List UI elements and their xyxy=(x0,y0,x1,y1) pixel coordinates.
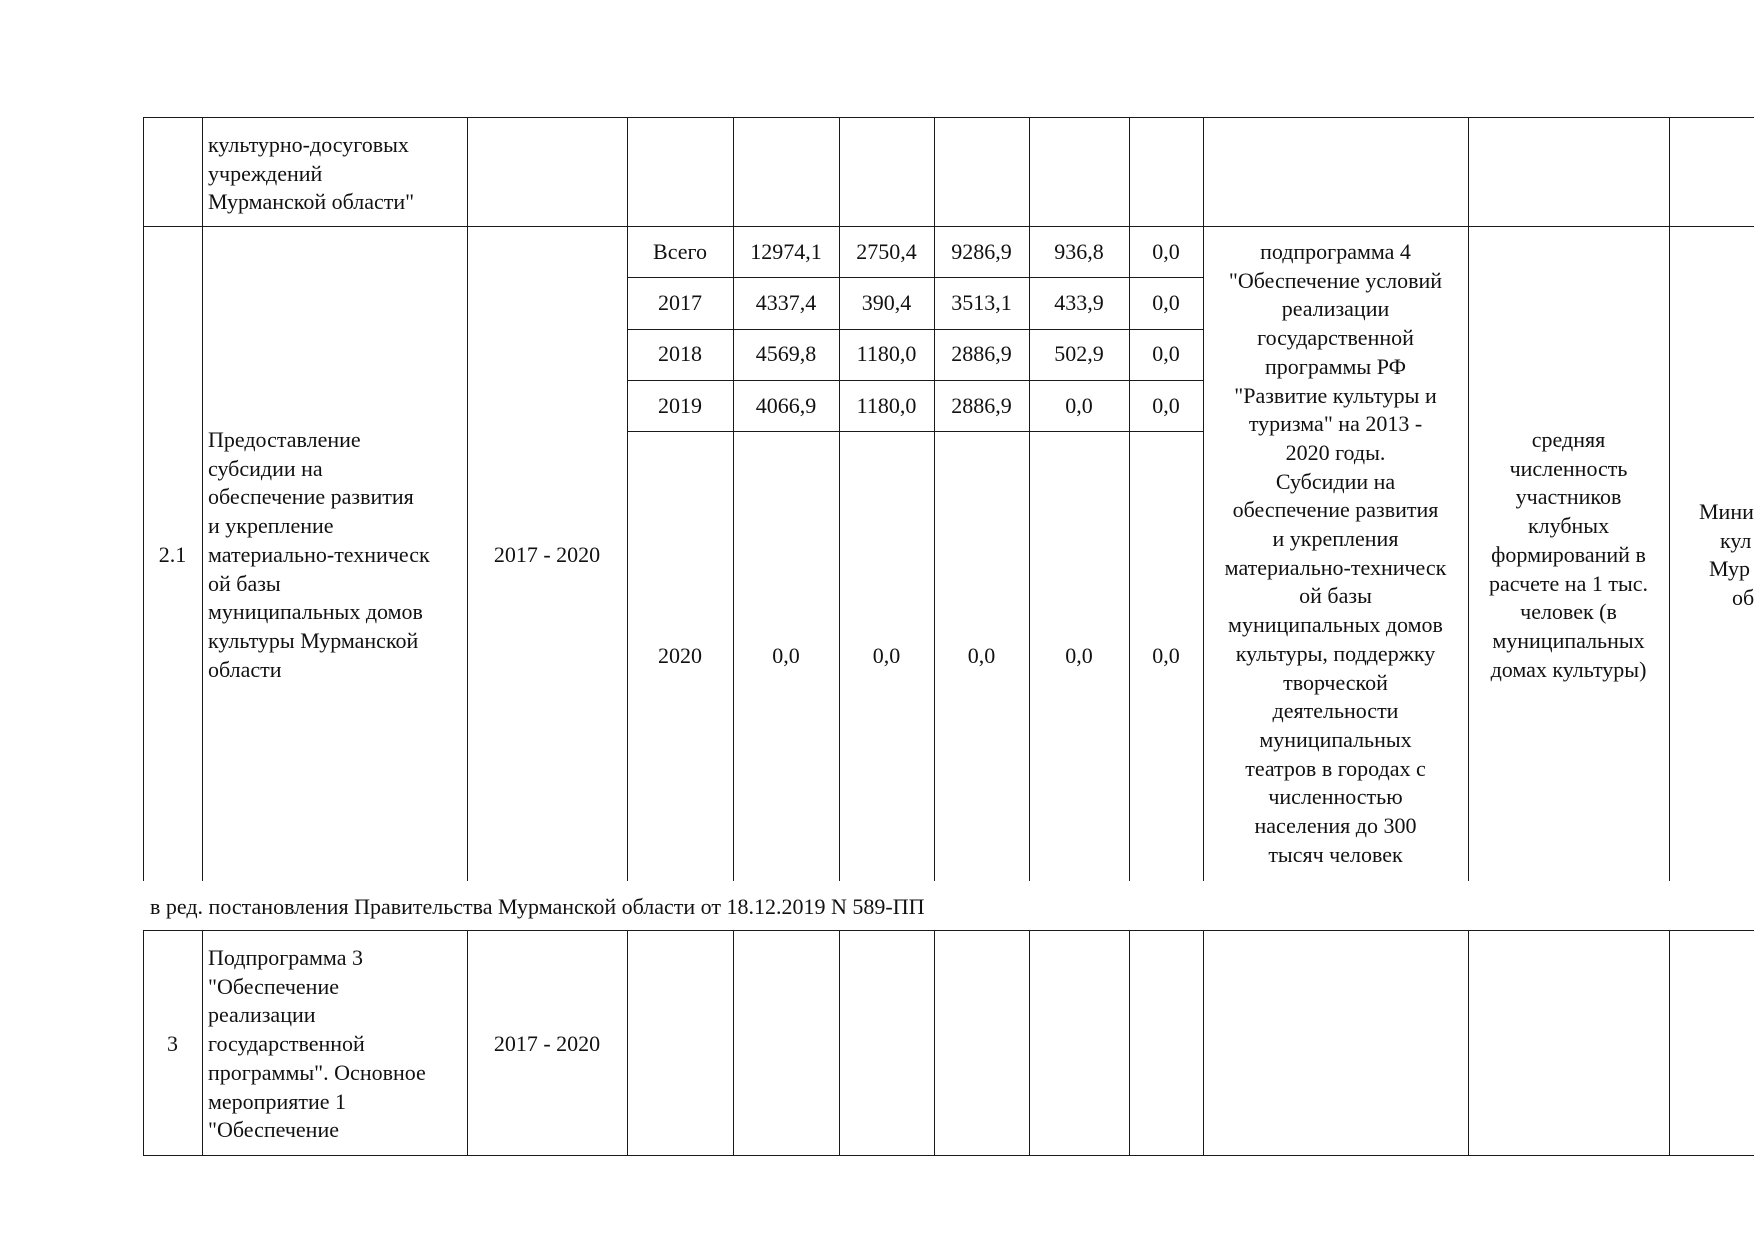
name-line: "Обеспечение xyxy=(208,973,339,999)
program-line: ой базы xyxy=(1299,583,1372,609)
indicator-line: муниципальных xyxy=(1492,627,1645,653)
column-border xyxy=(1029,117,1030,881)
column-border xyxy=(202,117,203,881)
amount-cell: 1180,0 xyxy=(856,393,917,418)
column-border xyxy=(1203,930,1204,1155)
amount-cell: 1180,0 xyxy=(856,341,917,366)
amount-cell: 0,0 xyxy=(1152,341,1180,366)
program-line: культуры, поддержку xyxy=(1235,640,1436,666)
row3-period: 2017 - 2020 xyxy=(493,1031,601,1056)
name-line: обеспечение развития xyxy=(208,484,414,510)
amount-cell: 0,0 xyxy=(1152,239,1180,264)
amount-cell: 0,0 xyxy=(1152,393,1180,418)
program-line: реализации xyxy=(1281,296,1390,322)
name-line: программы". Основное xyxy=(208,1059,426,1085)
program-line: театров в городах с xyxy=(1245,755,1426,781)
program-line: творческой xyxy=(1283,669,1388,695)
row-divider xyxy=(143,930,1754,931)
amount-cell: 4066,9 xyxy=(755,393,817,418)
program-line: и укрепления xyxy=(1272,526,1399,552)
amount-cell: 0,0 xyxy=(1152,643,1180,668)
column-border xyxy=(839,930,840,1155)
program-line: государственной xyxy=(1257,325,1414,351)
amount-cell: 2886,9 xyxy=(951,341,1012,366)
name-line: мероприятие 1 xyxy=(208,1088,347,1114)
table-bottom-border xyxy=(143,1155,1754,1156)
column-border xyxy=(934,930,935,1155)
amount-cell: 433,9 xyxy=(1054,290,1104,315)
program-line: обеспечение развития xyxy=(1232,497,1439,523)
amount-cell: 502,9 xyxy=(1054,341,1104,366)
name-line: государственной xyxy=(208,1031,365,1057)
amount-cell: 3513,1 xyxy=(951,290,1012,315)
column-border xyxy=(733,930,734,1155)
amount-cell: 0,0 xyxy=(1065,393,1093,418)
column-border xyxy=(934,117,935,881)
program-line: подпрограмма 4 xyxy=(1260,239,1411,264)
name-line: учреждений xyxy=(208,160,323,186)
row21-executor-cell xyxy=(1669,498,1754,613)
name-line: "Обеспечение xyxy=(208,1117,339,1143)
indicator-line: формирований в xyxy=(1491,541,1646,567)
name-line: ой базы xyxy=(208,570,281,596)
year-label: 2019 xyxy=(658,393,702,418)
row21-period: 2017 - 2020 xyxy=(493,542,601,567)
executor-line: Мини xyxy=(1699,499,1754,524)
program-line: 2020 годы. xyxy=(1285,439,1386,465)
row3-name-cell xyxy=(208,944,426,1145)
indicator-line: численность xyxy=(1509,455,1628,481)
year-label: 2018 xyxy=(658,341,702,366)
indicator-line: клубных xyxy=(1527,513,1610,539)
program-line: населения до 300 xyxy=(1254,813,1417,839)
amount-cell: 0,0 xyxy=(967,643,996,668)
program-line: материально-техническ xyxy=(1224,554,1447,580)
amount-cell: 2750,4 xyxy=(856,239,917,264)
name-line: материально-техническ xyxy=(208,541,430,567)
program-line: программы РФ xyxy=(1265,353,1406,379)
column-border xyxy=(1029,930,1030,1155)
column-border xyxy=(733,117,734,881)
amount-cell: 4569,8 xyxy=(755,341,817,366)
amount-cell: 390,4 xyxy=(861,290,912,315)
year-label: 2020 xyxy=(658,643,702,668)
amount-cell: 2886,9 xyxy=(951,393,1012,418)
row21-program-cell xyxy=(1203,238,1468,869)
row21-number: 2.1 xyxy=(158,542,187,567)
name-line: культуры Мурманской xyxy=(208,627,419,653)
column-border xyxy=(839,117,840,881)
column-border xyxy=(467,117,468,881)
name-line: культурно-досуговых xyxy=(208,132,409,157)
amount-cell: 9286,9 xyxy=(951,239,1012,264)
program-line: муниципальных xyxy=(1259,726,1412,752)
executor-line: кул xyxy=(1720,527,1752,553)
row21-name-cell xyxy=(208,426,430,684)
program-line: численностью xyxy=(1268,784,1403,810)
year-divider xyxy=(627,380,1203,381)
amount-cell: 0,0 xyxy=(772,643,800,668)
column-border xyxy=(1669,930,1670,1155)
program-line: деятельности xyxy=(1272,698,1399,724)
year-label: 2017 xyxy=(658,290,702,315)
amount-cell: 0,0 xyxy=(872,643,901,668)
column-border xyxy=(202,930,203,1155)
executor-line: Мур xyxy=(1709,556,1751,582)
row3-number: 3 xyxy=(167,1031,178,1056)
program-line: тысяч человек xyxy=(1268,841,1403,867)
amount-cell: 0,0 xyxy=(1152,290,1180,315)
indicator-line: расчете на 1 тыс. xyxy=(1489,570,1648,596)
name-line: муниципальных домов xyxy=(208,599,423,625)
indicator-line: человек (в xyxy=(1520,599,1617,625)
column-border xyxy=(143,117,144,881)
row21-indicator-cell xyxy=(1468,426,1669,684)
column-border xyxy=(1129,930,1130,1155)
year-label: Всего xyxy=(653,239,707,264)
name-line: Мурманской области" xyxy=(208,189,415,215)
amount-cell: 12974,1 xyxy=(750,239,822,264)
row1-name-cell xyxy=(208,131,414,217)
year-divider xyxy=(627,277,1203,278)
column-border xyxy=(1468,930,1469,1155)
indicator-line: домах культуры) xyxy=(1490,656,1647,682)
edit-note: в ред. постановления Правительства Мурманской области от 18.12.2019 N 589-ПП xyxy=(150,894,925,919)
row-divider xyxy=(143,226,1754,227)
indicator-line: средняя xyxy=(1531,427,1606,452)
name-line: и укрепление xyxy=(208,513,334,539)
amount-cell: 936,8 xyxy=(1054,239,1104,264)
amount-cell: 4337,4 xyxy=(755,290,817,315)
year-divider xyxy=(627,431,1203,432)
name-line: Предоставление xyxy=(208,427,361,452)
program-line: муниципальных домов xyxy=(1228,612,1443,638)
name-line: реализации xyxy=(208,1002,316,1028)
indicator-line: участников xyxy=(1515,484,1622,510)
name-line: субсидии на xyxy=(208,455,323,481)
column-border xyxy=(1129,117,1130,881)
year-divider xyxy=(627,329,1203,330)
column-border xyxy=(627,117,628,881)
program-line: "Развитие культуры и xyxy=(1234,382,1437,408)
executor-line: об xyxy=(1732,585,1754,611)
table-top-border xyxy=(143,117,1754,118)
program-line: "Обеспечение условий xyxy=(1228,267,1443,293)
name-line: Подпрограмма 3 xyxy=(208,945,363,970)
program-line: туризма" на 2013 - xyxy=(1248,411,1423,437)
program-line: Субсидии на xyxy=(1275,468,1396,494)
name-line: области xyxy=(208,656,282,682)
column-border xyxy=(627,930,628,1155)
amount-cell: 0,0 xyxy=(1065,643,1093,668)
